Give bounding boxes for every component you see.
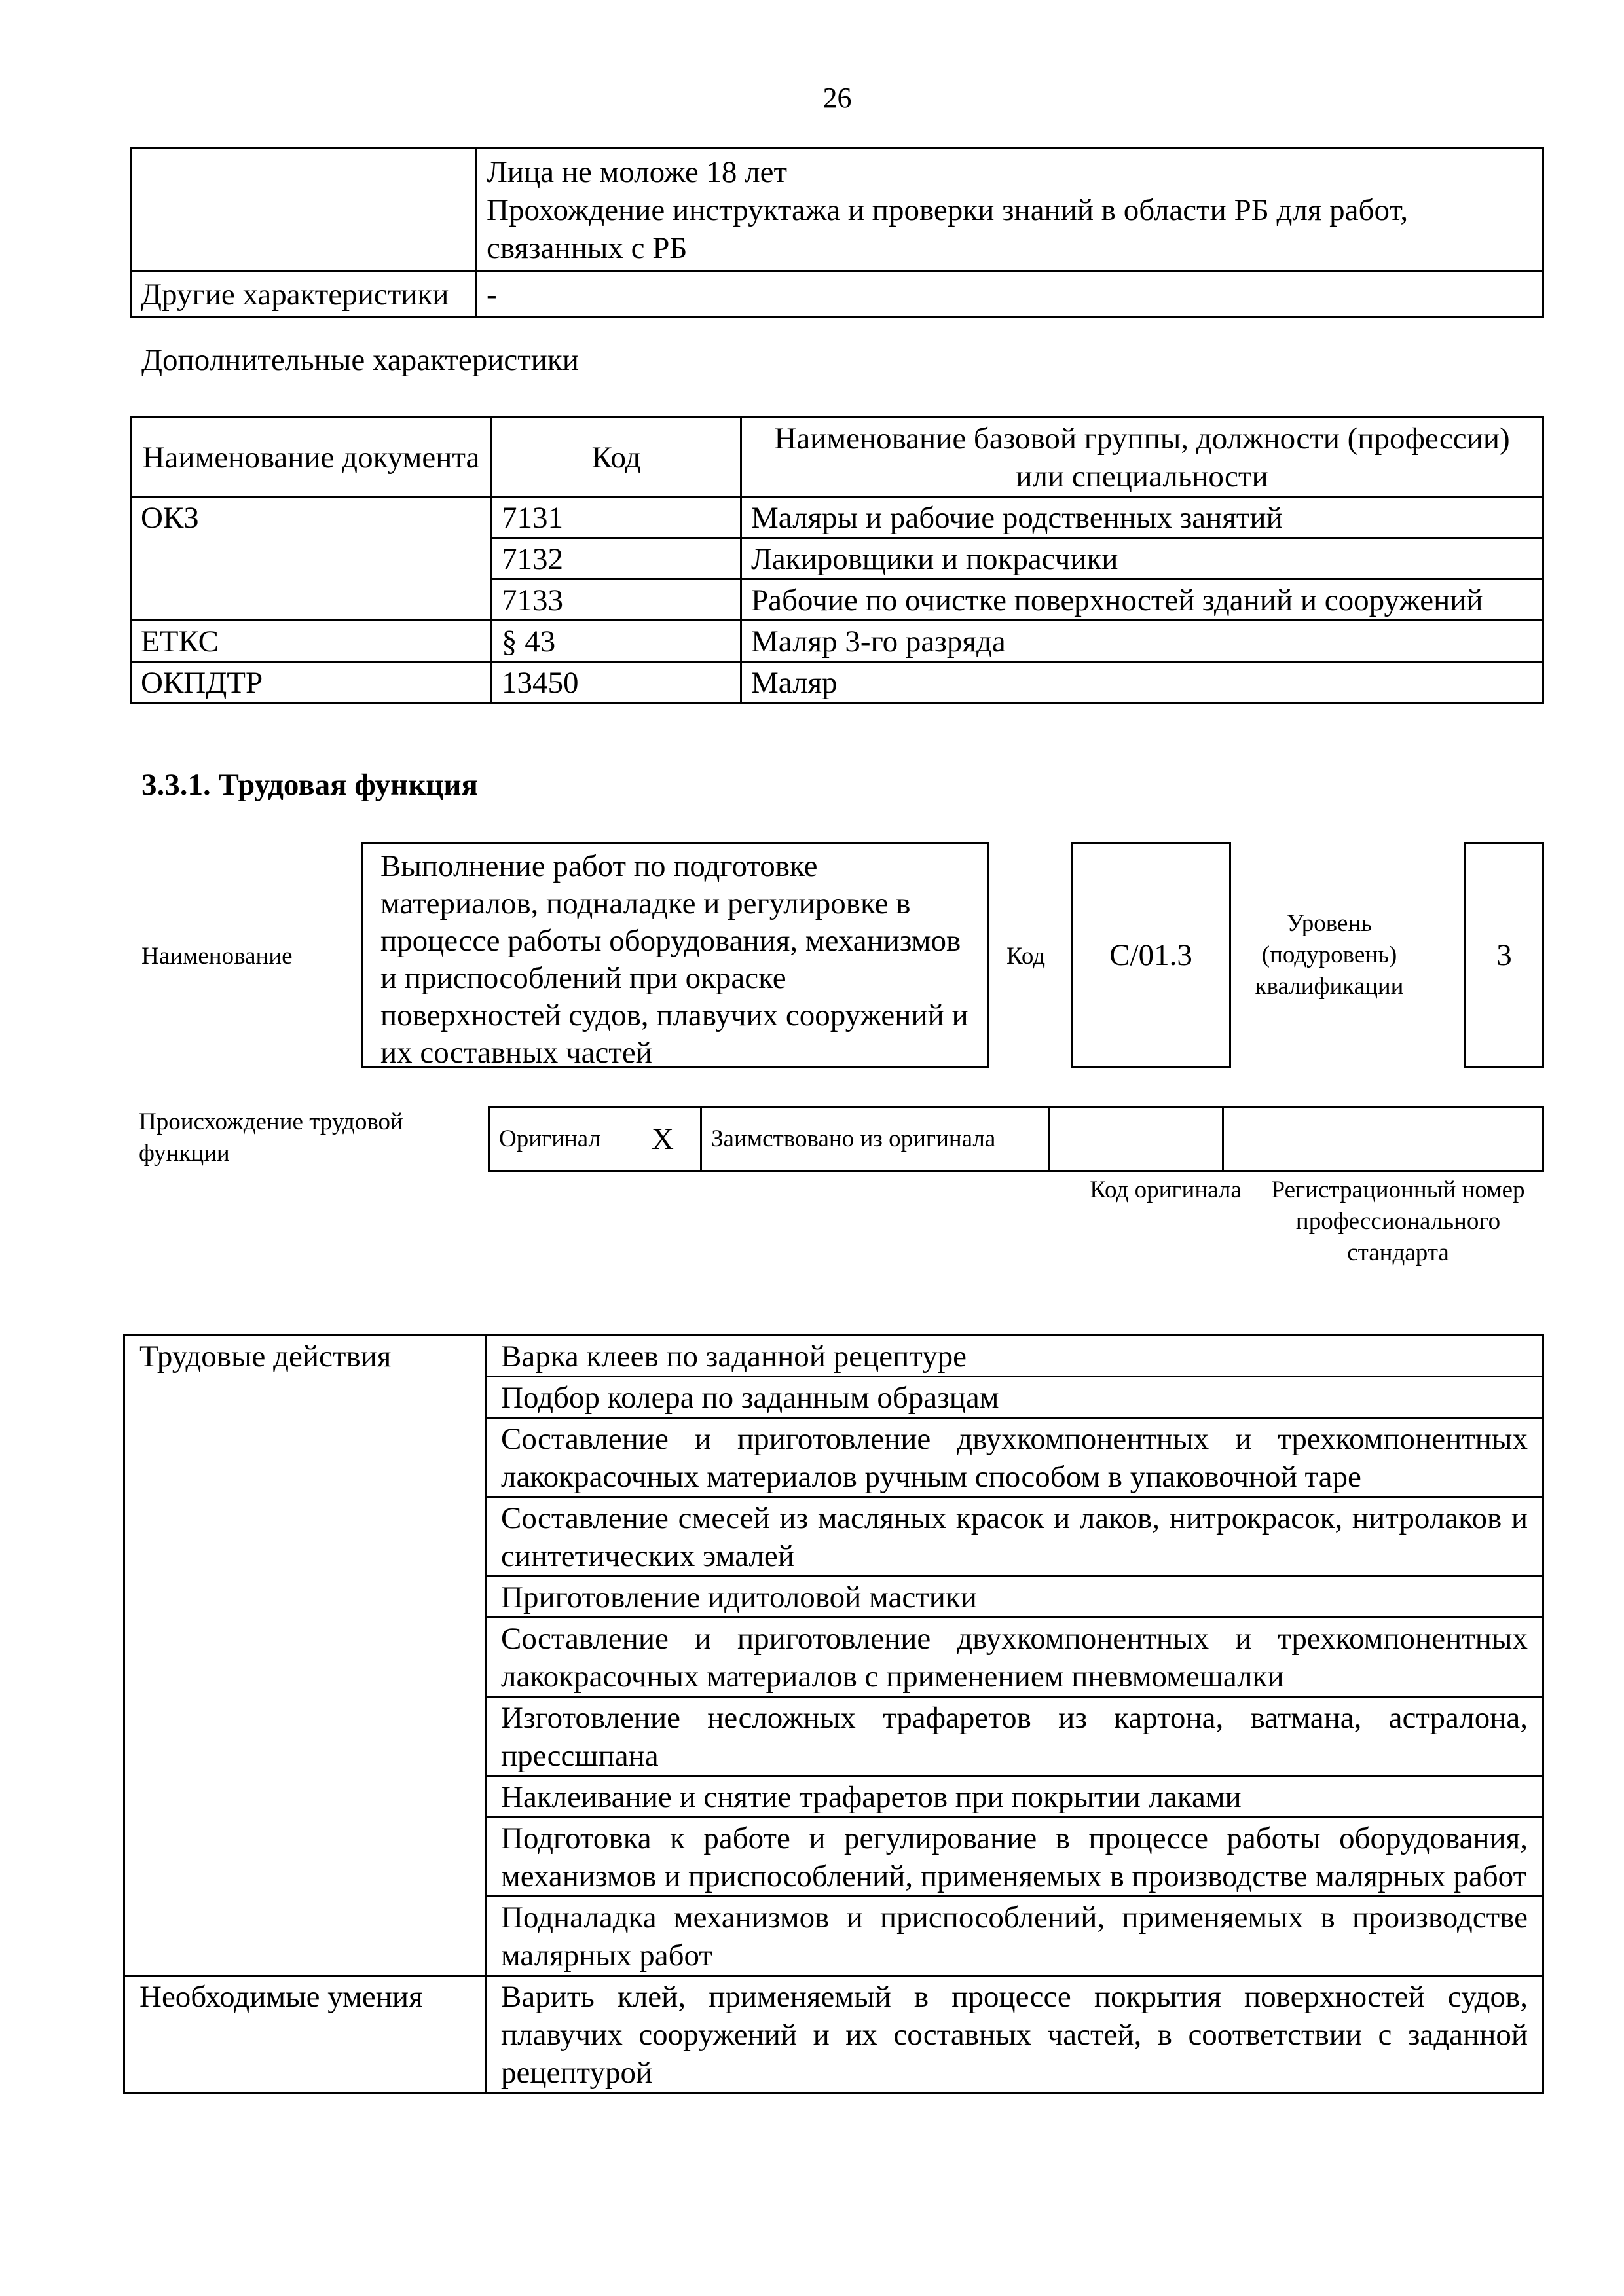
- table-row: [131, 621, 1543, 662]
- requirements-cell: [477, 149, 1543, 271]
- origin-label: Происхождение трудовой функции: [139, 1108, 403, 1167]
- header-document: Наименование документа: [131, 418, 492, 497]
- requirement-age: Лица не моложе 18 лет: [487, 155, 788, 189]
- name-cell: Лакировщики и покрасчики: [741, 538, 1543, 579]
- function-code-label: Код: [1006, 943, 1046, 970]
- function-name-box: Выполнение работ по подготовке материалов, подналадке и регулировке в процессе работы оборудования, механизмов и приспособлений при окраске поверхностей судов, плавучих сооружений и их составных частей: [361, 842, 989, 1068]
- name-cell: Маляры и рабочие родственных занятий: [741, 497, 1543, 538]
- code-cell: 7132: [492, 538, 741, 579]
- header-code: Код: [492, 418, 741, 497]
- code-cell: 7133: [492, 579, 741, 621]
- labour-actions-table: [123, 1334, 1544, 2094]
- original-label: Оригинал: [489, 1108, 643, 1171]
- table-row: [131, 662, 1543, 703]
- doc-cell: ОКПДТР: [131, 662, 492, 703]
- skill-item: Варить клей, применяемый в процессе покрытия поверхностей судов, плавучих сооружений и их составных частей, в соответствии с заданной рецептурой: [486, 1976, 1543, 2093]
- page-number: 26: [822, 82, 852, 114]
- action-item: Подбор колера по заданным образцам: [486, 1377, 1543, 1418]
- code-cell: § 43: [492, 621, 741, 662]
- original-mark: X: [642, 1108, 701, 1171]
- other-characteristics-label: Другие характеристики: [131, 271, 477, 318]
- name-cell: Маляр: [741, 662, 1543, 703]
- reg-number-cell: [1223, 1108, 1543, 1171]
- action-item: Изготовление несложных трафаретов из картона, ватмана, астралона, прессшпана: [486, 1697, 1543, 1776]
- additional-characteristics-table: [130, 416, 1544, 704]
- table-row: [131, 497, 1543, 538]
- qualification-level-box: 3: [1464, 842, 1544, 1068]
- action-item: Составление и приготовление двухкомпонентных и трехкомпонентных лакокрасочных материалов ручным способом в упаковочной таре: [486, 1418, 1543, 1497]
- action-item: Варка клеев по заданной рецептуре: [486, 1336, 1543, 1377]
- action-item: Приготовление идитоловой мастики: [486, 1576, 1543, 1618]
- function-code-box: C/01.3: [1071, 842, 1231, 1068]
- action-item: Подготовка к работе и регулирование в процессе работы оборудования, механизмов и приспособлений, применяемых в производстве малярных работ: [486, 1817, 1543, 1897]
- reg-number-label: Регистрационный номер профессионального стандарта: [1271, 1176, 1525, 1266]
- other-characteristics-value: -: [477, 271, 1543, 318]
- code-cell: 13450: [492, 662, 741, 703]
- qualification-level-label: Уровень (подуровень) квалификации: [1255, 910, 1404, 1000]
- table-row: [124, 1976, 1543, 2093]
- borrowed-label: Заимствовано из оригинала: [701, 1108, 1049, 1171]
- labour-actions-label: Трудовые действия: [124, 1336, 486, 1976]
- original-code-cell: [1049, 1108, 1223, 1171]
- skills-label: Необходимые умения: [124, 1976, 486, 2093]
- action-item: Составление и приготовление двухкомпонентных и трехкомпонентных лакокрасочных материалов с применением пневмомешалки: [486, 1618, 1543, 1697]
- name-cell: Маляр 3-го разряда: [741, 621, 1543, 662]
- requirements-table: [130, 147, 1544, 318]
- action-item: Подналадка механизмов и приспособлений, применяемых в производстве малярных работ: [486, 1897, 1543, 1976]
- requirement-training: Прохождение инструктажа и проверки знаний в области РБ для работ, связанных с РБ: [487, 193, 1409, 265]
- function-name-label: Наименование: [141, 943, 293, 970]
- action-item: Составление смесей из масляных красок и лаков, нитрокрасок, нитролаков и синтетических эмалей: [486, 1497, 1543, 1576]
- origin-table: [488, 1106, 1544, 1172]
- doc-cell: ЕТКС: [131, 621, 492, 662]
- table-row: [124, 1336, 1543, 1377]
- doc-cell: ОКЗ: [131, 497, 492, 621]
- requirements-label-cell: [131, 149, 477, 271]
- action-item: Наклеивание и снятие трафаретов при покрытии лаками: [486, 1776, 1543, 1817]
- header-group-name: Наименование базовой группы, должности (профессии) или специальности: [741, 418, 1543, 497]
- code-cell: 7131: [492, 497, 741, 538]
- name-cell: Рабочие по очистке поверхностей зданий и сооружений: [741, 579, 1543, 621]
- additional-characteristics-heading: Дополнительные характеристики: [141, 343, 579, 377]
- original-code-label: Код оригинала: [1090, 1176, 1242, 1203]
- labour-function-heading: 3.3.1. Трудовая функция: [141, 768, 478, 802]
- table-header-row: [131, 418, 1543, 497]
